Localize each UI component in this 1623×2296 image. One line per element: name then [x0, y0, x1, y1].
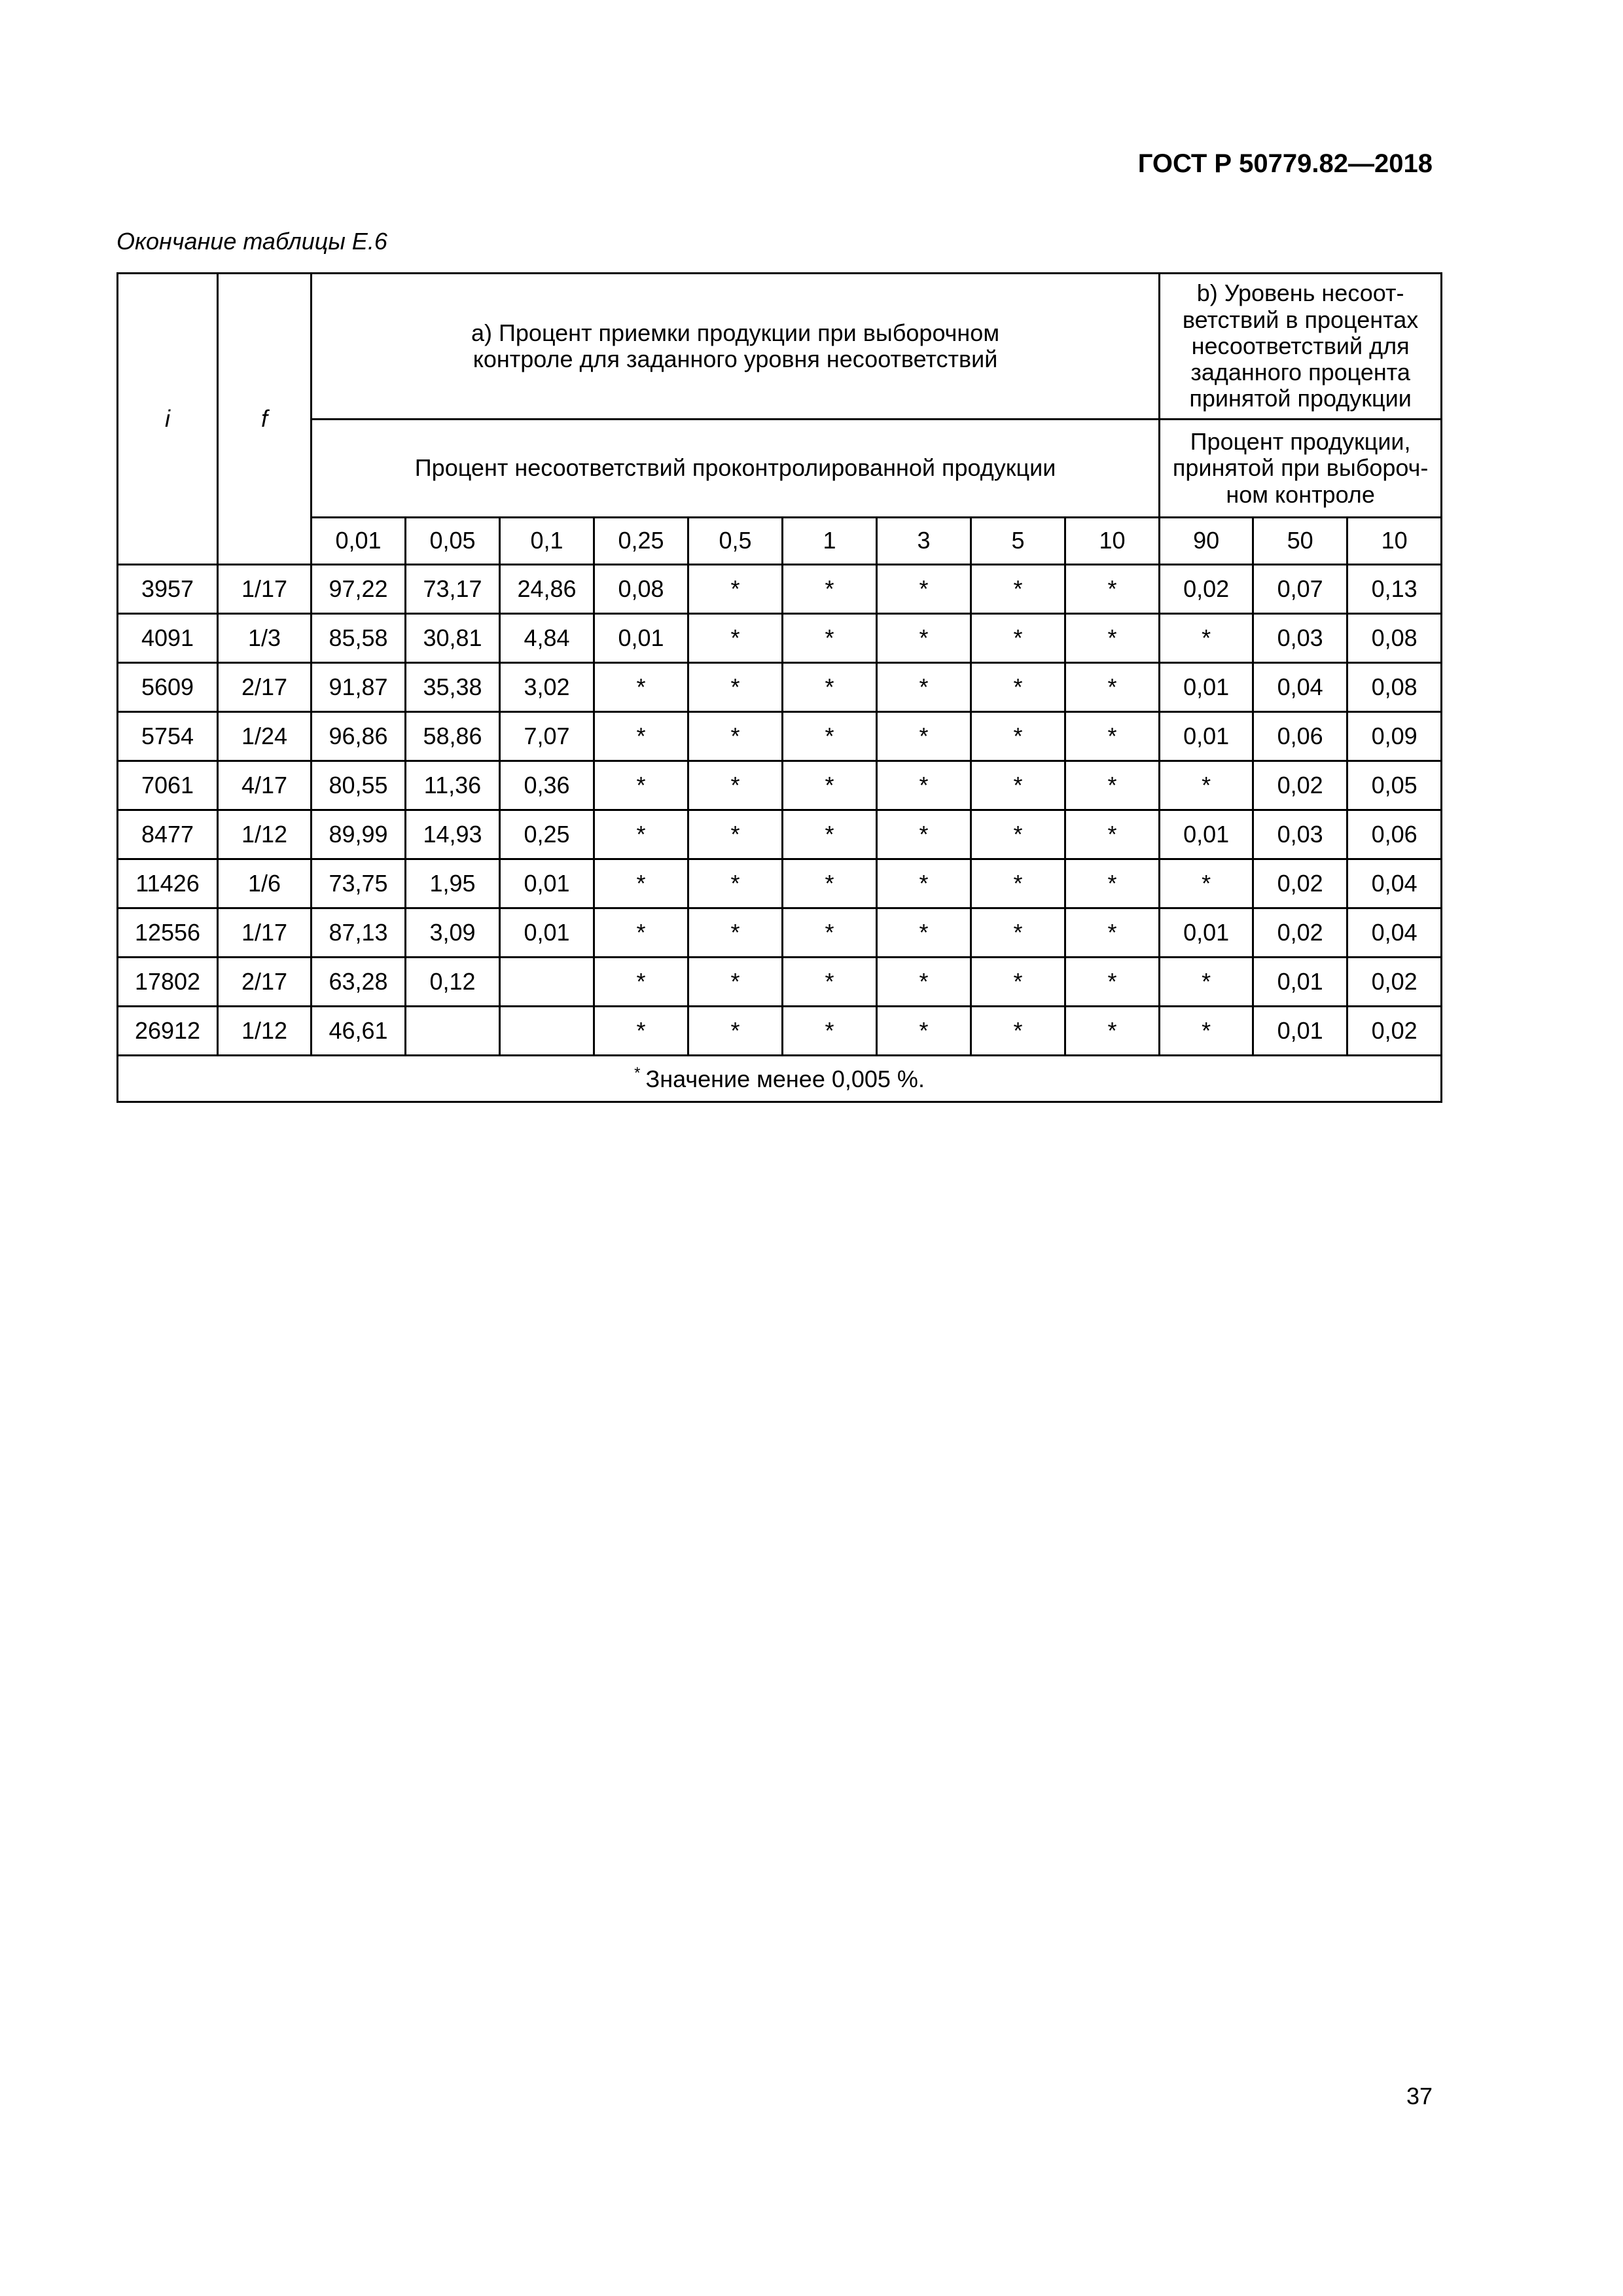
table-cell: *	[1160, 614, 1253, 663]
header-level-a: 0,01	[312, 518, 406, 565]
table-cell: *	[594, 712, 688, 761]
table-cell: 1/12	[218, 810, 312, 859]
table-cell: 4091	[118, 614, 218, 663]
table-cell: *	[594, 1007, 688, 1056]
header-level-a: 5	[971, 518, 1065, 565]
table-cell: *	[594, 859, 688, 908]
table-cell: 0,02	[1160, 565, 1253, 614]
table-footnote	[118, 1056, 1442, 1102]
table-cell: 0,03	[1253, 614, 1347, 663]
table-cell: *	[688, 908, 783, 958]
table-cell: 0,01	[1253, 958, 1347, 1007]
table-cell: 30,81	[406, 614, 500, 663]
table-cell: *	[688, 958, 783, 1007]
table-cell: *	[1160, 761, 1253, 810]
table-cell: 0,01	[1160, 712, 1253, 761]
table-cell: 5754	[118, 712, 218, 761]
table-cell: *	[1065, 614, 1160, 663]
table-cell: *	[877, 810, 971, 859]
table-cell: 0,02	[1253, 859, 1347, 908]
table-cell: 0,01	[1160, 908, 1253, 958]
table-cell: 4/17	[218, 761, 312, 810]
table-cell: *	[688, 859, 783, 908]
table-cell: 0,09	[1347, 712, 1442, 761]
table-row	[118, 761, 1442, 810]
table-cell: 0,12	[406, 958, 500, 1007]
table-cell: 0,02	[1347, 1007, 1442, 1056]
table-row	[118, 663, 1442, 712]
table-cell: *	[877, 761, 971, 810]
table-cell: 26912	[118, 1007, 218, 1056]
table-cell: 0,06	[1253, 712, 1347, 761]
table-cell: 0,08	[1347, 614, 1442, 663]
table-cell: *	[688, 565, 783, 614]
table-cell: 2/17	[218, 663, 312, 712]
table-continuation-caption: Окончание таблицы Е.6	[116, 228, 387, 255]
table-row	[118, 810, 1442, 859]
header-f: f	[218, 274, 312, 565]
table-cell: 1/3	[218, 614, 312, 663]
table-cell: 24,86	[500, 565, 594, 614]
table-cell: 1/24	[218, 712, 312, 761]
table-cell: 97,22	[312, 565, 406, 614]
table-cell: 35,38	[406, 663, 500, 712]
table-cell: 0,05	[1347, 761, 1442, 810]
table-cell: *	[877, 859, 971, 908]
table-cell: 8477	[118, 810, 218, 859]
table-cell: 73,17	[406, 565, 500, 614]
table-cell: *	[1065, 565, 1160, 614]
table-cell: 0,36	[500, 761, 594, 810]
table-cell: *	[877, 958, 971, 1007]
table-cell: 0,08	[1347, 663, 1442, 712]
table-cell: 0,07	[1253, 565, 1347, 614]
header-level-a: 0,5	[688, 518, 783, 565]
table-cell: 0,01	[1160, 810, 1253, 859]
data-table	[116, 272, 1442, 1103]
table-cell: *	[971, 908, 1065, 958]
table-cell: 0,08	[594, 565, 688, 614]
table-row	[118, 859, 1442, 908]
table-cell: 46,61	[312, 1007, 406, 1056]
table-cell: 91,87	[312, 663, 406, 712]
table-cell: *	[783, 614, 877, 663]
header-level-a: 0,1	[500, 518, 594, 565]
table-cell: *	[877, 1007, 971, 1056]
table-cell: 1/6	[218, 859, 312, 908]
table-cell: *	[971, 712, 1065, 761]
table-cell: *	[688, 761, 783, 810]
table-cell: 0,02	[1347, 958, 1442, 1007]
table-cell: 0,01	[594, 614, 688, 663]
header-level-b: 10	[1347, 518, 1442, 565]
table-cell: 89,99	[312, 810, 406, 859]
table-cell: 0,03	[1253, 810, 1347, 859]
table-cell: *	[688, 810, 783, 859]
table-cell: *	[594, 810, 688, 859]
table-cell: *	[688, 1007, 783, 1056]
table-cell: 0,02	[1253, 908, 1347, 958]
table-cell: *	[1065, 859, 1160, 908]
table-row	[118, 712, 1442, 761]
standard-designation: ГОСТ Р 50779.82—2018	[1137, 149, 1433, 178]
footnote-mark: *	[634, 1064, 641, 1082]
table-cell: *	[1160, 958, 1253, 1007]
table-cell: *	[877, 614, 971, 663]
table-cell: *	[1160, 859, 1253, 908]
table-cell: 4,84	[500, 614, 594, 663]
table-cell: 80,55	[312, 761, 406, 810]
table-cell: 3,02	[500, 663, 594, 712]
header-group-b: b) Уровень несоот-ветствий в процентах несоответствий для заданного процента принятой продукции	[1160, 274, 1442, 420]
header-group-a: а) Процент приемки продукции при выборочном контроле для заданного уровня несоответствий	[312, 274, 1160, 420]
table-cell: *	[971, 859, 1065, 908]
header-level-b: 50	[1253, 518, 1347, 565]
table-cell: 96,86	[312, 712, 406, 761]
table-cell: *	[971, 663, 1065, 712]
table-cell: *	[971, 1007, 1065, 1056]
table-cell: *	[688, 712, 783, 761]
header-level-a: 0,05	[406, 518, 500, 565]
table-cell: 7,07	[500, 712, 594, 761]
table-cell: *	[1065, 1007, 1160, 1056]
table-cell: 5609	[118, 663, 218, 712]
table-row	[118, 565, 1442, 614]
table-cell: 1/17	[218, 908, 312, 958]
table-cell: *	[877, 908, 971, 958]
table-cell: *	[594, 761, 688, 810]
table-cell: *	[783, 663, 877, 712]
table-cell: 2/17	[218, 958, 312, 1007]
table-cell: 12556	[118, 908, 218, 958]
table-cell: *	[594, 908, 688, 958]
table-cell: *	[1065, 810, 1160, 859]
table-cell: 0,04	[1253, 663, 1347, 712]
table-cell: *	[783, 761, 877, 810]
table-cell: 0,04	[1347, 908, 1442, 958]
table-cell: *	[594, 958, 688, 1007]
table-cell: 17802	[118, 958, 218, 1007]
table-cell: 0,04	[1347, 859, 1442, 908]
table-cell: *	[1065, 958, 1160, 1007]
table-cell	[500, 1007, 594, 1056]
table-cell: 0,13	[1347, 565, 1442, 614]
table-cell: *	[1065, 761, 1160, 810]
table-cell: *	[783, 1007, 877, 1056]
header-i: i	[118, 274, 218, 565]
table-cell: *	[971, 761, 1065, 810]
table-cell: 0,01	[500, 908, 594, 958]
table-cell: *	[688, 614, 783, 663]
table-row	[118, 1007, 1442, 1056]
table-cell: *	[877, 565, 971, 614]
table-cell: 0,25	[500, 810, 594, 859]
header-level-a: 3	[877, 518, 971, 565]
table-cell: *	[1065, 712, 1160, 761]
table-cell: *	[877, 712, 971, 761]
table-cell: 73,75	[312, 859, 406, 908]
table-row	[118, 908, 1442, 958]
table-cell	[500, 958, 594, 1007]
header-group-a-sub: Процент несоответствий проконтролированной продукции	[312, 420, 1160, 518]
page-number: 37	[1406, 2083, 1433, 2109]
header-level-a: 0,25	[594, 518, 688, 565]
table-cell: 11426	[118, 859, 218, 908]
table-cell: 3957	[118, 565, 218, 614]
table-cell: 87,13	[312, 908, 406, 958]
table-cell: *	[1160, 1007, 1253, 1056]
table-cell: 85,58	[312, 614, 406, 663]
footnote-text: Значение менее 0,005 %.	[645, 1065, 925, 1092]
table-cell: *	[783, 810, 877, 859]
table-row	[118, 614, 1442, 663]
table-cell: *	[1065, 908, 1160, 958]
table-cell: 58,86	[406, 712, 500, 761]
header-level-b: 90	[1160, 518, 1253, 565]
table-cell: 0,06	[1347, 810, 1442, 859]
table-row	[118, 958, 1442, 1007]
table-cell: 7061	[118, 761, 218, 810]
table-cell: 1,95	[406, 859, 500, 908]
header-group-b-sub: Процент продукции, принятой при выбороч-ном контроле	[1160, 420, 1442, 518]
table-cell: *	[971, 958, 1065, 1007]
header-level-a: 10	[1065, 518, 1160, 565]
table-cell: 0,01	[1253, 1007, 1347, 1056]
table-cell: 0,01	[500, 859, 594, 908]
header-level-a: 1	[783, 518, 877, 565]
table-cell: *	[783, 859, 877, 908]
table-cell: 0,02	[1253, 761, 1347, 810]
table-cell	[406, 1007, 500, 1056]
table-cell: *	[783, 565, 877, 614]
table-cell: 63,28	[312, 958, 406, 1007]
table-cell: 11,36	[406, 761, 500, 810]
table-cell: *	[971, 614, 1065, 663]
table-cell: 14,93	[406, 810, 500, 859]
table-cell: *	[783, 958, 877, 1007]
table-cell: 1/12	[218, 1007, 312, 1056]
table-cell: *	[971, 565, 1065, 614]
table-cell: *	[1065, 663, 1160, 712]
table-cell: *	[783, 712, 877, 761]
table-cell: *	[877, 663, 971, 712]
table-cell: *	[594, 663, 688, 712]
table-cell: 3,09	[406, 908, 500, 958]
table-cell: 1/17	[218, 565, 312, 614]
table-cell: *	[688, 663, 783, 712]
table-cell: *	[783, 908, 877, 958]
table-cell: 0,01	[1160, 663, 1253, 712]
table-cell: *	[971, 810, 1065, 859]
